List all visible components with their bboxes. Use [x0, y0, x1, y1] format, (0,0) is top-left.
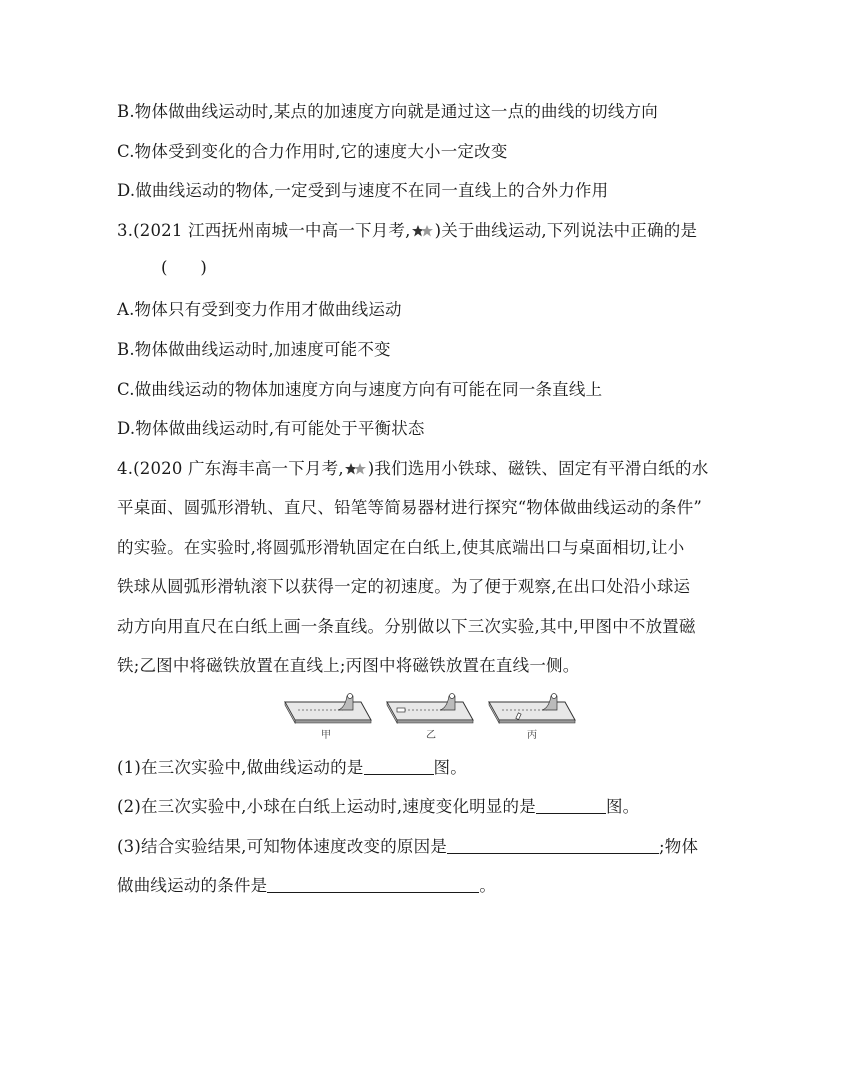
caption-yi: 乙 — [426, 730, 436, 741]
difficulty-stars-icon — [412, 222, 434, 244]
q4-sub3-end: 。 — [479, 876, 497, 895]
q4-sub3-suffix: ;物体 — [659, 837, 699, 856]
q4-sub2-suffix: 图。 — [605, 797, 640, 816]
answer-blank[interactable] — [447, 837, 659, 854]
diagram-jia — [285, 694, 371, 724]
answer-parentheses: ( ) — [161, 258, 207, 277]
q3-option-d: D.物体做曲线运动时,有可能处于平衡状态 — [117, 419, 425, 438]
q2-option-c: C.物体受到变化的合力作用时,它的速度大小一定改变 — [117, 142, 508, 161]
q4-sub3-text2: 做曲线运动的条件是 — [117, 876, 268, 895]
answer-blank[interactable] — [267, 876, 479, 893]
q3-option-a: A.物体只有受到变力作用才做曲线运动 — [117, 300, 402, 319]
q4-subquestion-3-cont — [117, 875, 496, 897]
q4-stem-line6: 铁;乙图中将磁铁放置在直线上;丙图中将磁铁放置在直线一侧。 — [117, 656, 580, 675]
q2-option-b: B.物体做曲线运动时,某点的加速度方向就是通过这一点的曲线的切线方向 — [117, 102, 658, 121]
q3-question: )关于曲线运动,下列说法中正确的是 — [434, 221, 698, 240]
q2-option-d: D.做曲线运动的物体,一定受到与速度不在同一直线上的合外力作用 — [117, 181, 609, 200]
q3-source: 3.(2021 江西抚州南城一中高一下月考, — [117, 221, 411, 240]
q4-sub3-text: (3)结合实验结果,可知物体速度改变的原因是 — [117, 837, 448, 856]
q3-option-c: C.做曲线运动的物体加速度方向与速度方向有可能在同一条直线上 — [117, 380, 603, 399]
q4-stem-line3: 的实验。在实验时,将圆弧形滑轨固定在白纸上,使其底端出口与桌面相切,让小 — [117, 538, 685, 557]
difficulty-stars-icon — [345, 460, 367, 482]
experiment-figure — [283, 690, 583, 740]
q4-source: 4.(2020 广东海丰高一下月考, — [117, 459, 344, 478]
q4-stem-line4: 铁球从圆弧形滑轨滚下以获得一定的初速度。为了便于观察,在出口处沿小球运 — [117, 577, 691, 596]
q3-stem — [117, 220, 697, 244]
answer-blank[interactable] — [536, 797, 606, 814]
q4-subquestion-3 — [117, 836, 698, 858]
diagram-yi — [387, 694, 473, 724]
caption-bing: 丙 — [527, 730, 537, 741]
q4-sub2-text: (2)在三次实验中,小球在白纸上运动时,速度变化明显的是 — [117, 797, 536, 816]
q4-sub1-suffix: 图。 — [433, 758, 467, 777]
q4-stem-line5: 动方向用直尺在白纸上画一条直线。分别做以下三次实验,其中,甲图中不放置磁 — [117, 617, 696, 636]
caption-jia: 甲 — [321, 730, 331, 741]
answer-blank[interactable] — [364, 758, 434, 775]
q4-subquestion-1 — [117, 757, 467, 779]
q4-stem-text: )我们选用小铁球、磁铁、固定有平滑白纸的水 — [367, 459, 709, 478]
q4-sub1-text: (1)在三次实验中,做曲线运动的是 — [117, 758, 364, 777]
q4-subquestion-2 — [117, 796, 639, 818]
q4-stem-line1 — [117, 458, 708, 482]
q4-stem-line2: 平桌面、圆弧形滑轨、直尺、铅笔等简易器材进行探究“物体做曲线运动的条件” — [117, 498, 703, 517]
q3-option-b: B.物体做曲线运动时,加速度可能不变 — [117, 340, 391, 359]
diagram-bing — [489, 694, 575, 724]
